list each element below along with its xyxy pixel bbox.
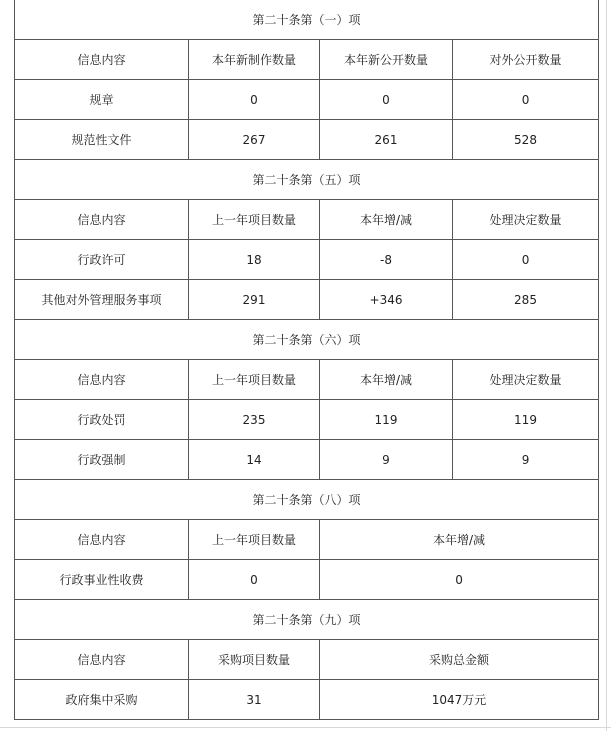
column-header: 本年增/减 [320,360,453,400]
table-cell: 14 [189,440,320,480]
table-cell: 政府集中采购 [15,680,189,720]
column-header: 本年新公开数量 [320,40,453,80]
table-cell: 9 [453,440,599,480]
section-title: 第二十条第（八）项 [15,480,599,520]
column-header: 信息内容 [15,520,189,560]
table-cell: 18 [189,240,320,280]
table-cell: 528 [453,120,599,160]
column-header: 本年新制作数量 [189,40,320,80]
table-cell: 行政事业性收费 [15,560,189,600]
section-title: 第二十条第（五）项 [15,160,599,200]
table-cell: 行政许可 [15,240,189,280]
column-header: 对外公开数量 [453,40,599,80]
column-header: 信息内容 [15,200,189,240]
column-header: 处理决定数量 [453,360,599,400]
section-title-row [15,600,599,640]
header-row [15,40,599,80]
header-row [15,520,599,560]
table-row [15,440,599,480]
table-cell: 0 [453,240,599,280]
table-cell: 261 [320,120,453,160]
table-row [15,680,599,720]
table-row [15,240,599,280]
column-header: 上一年项目数量 [189,520,320,560]
section-title-row [15,320,599,360]
table-cell: 267 [189,120,320,160]
column-header: 采购项目数量 [189,640,320,680]
table-cell: -8 [320,240,453,280]
header-row [15,360,599,400]
table-cell: 0 [189,560,320,600]
disclosure-table [14,0,599,720]
section-title-row [15,480,599,520]
table-cell: 1047万元 [320,680,599,720]
table-cell: 285 [453,280,599,320]
column-header: 信息内容 [15,640,189,680]
section-title: 第二十条第（九）项 [15,600,599,640]
table-cell: 291 [189,280,320,320]
table-row [15,120,599,160]
column-header: 上一年项目数量 [189,200,320,240]
column-header: 本年增/减 [320,520,599,560]
table-cell: 119 [320,400,453,440]
column-header: 处理决定数量 [453,200,599,240]
section-title-row [15,160,599,200]
table-cell: 行政强制 [15,440,189,480]
table-cell: 0 [320,80,453,120]
header-row [15,640,599,680]
column-header: 信息内容 [15,40,189,80]
table-row [15,80,599,120]
table-cell: 0 [453,80,599,120]
header-row [15,200,599,240]
frame-divider [0,727,611,728]
frame-divider [606,0,607,731]
table-row [15,400,599,440]
table-cell: 119 [453,400,599,440]
column-header: 采购总金额 [320,640,599,680]
column-header: 上一年项目数量 [189,360,320,400]
section-title: 第二十条第（六）项 [15,320,599,360]
table-cell: 其他对外管理服务事项 [15,280,189,320]
column-header: 本年增/减 [320,200,453,240]
table-cell: 规范性文件 [15,120,189,160]
table-row [15,560,599,600]
table-row [15,280,599,320]
table-cell: 235 [189,400,320,440]
table-cell: 0 [320,560,599,600]
table-cell: 0 [189,80,320,120]
section-title: 第二十条第（一）项 [15,0,599,40]
section-title-row [15,0,599,40]
table-cell: +346 [320,280,453,320]
table-cell: 9 [320,440,453,480]
table-cell: 规章 [15,80,189,120]
table-cell: 行政处罚 [15,400,189,440]
column-header: 信息内容 [15,360,189,400]
table-cell: 31 [189,680,320,720]
